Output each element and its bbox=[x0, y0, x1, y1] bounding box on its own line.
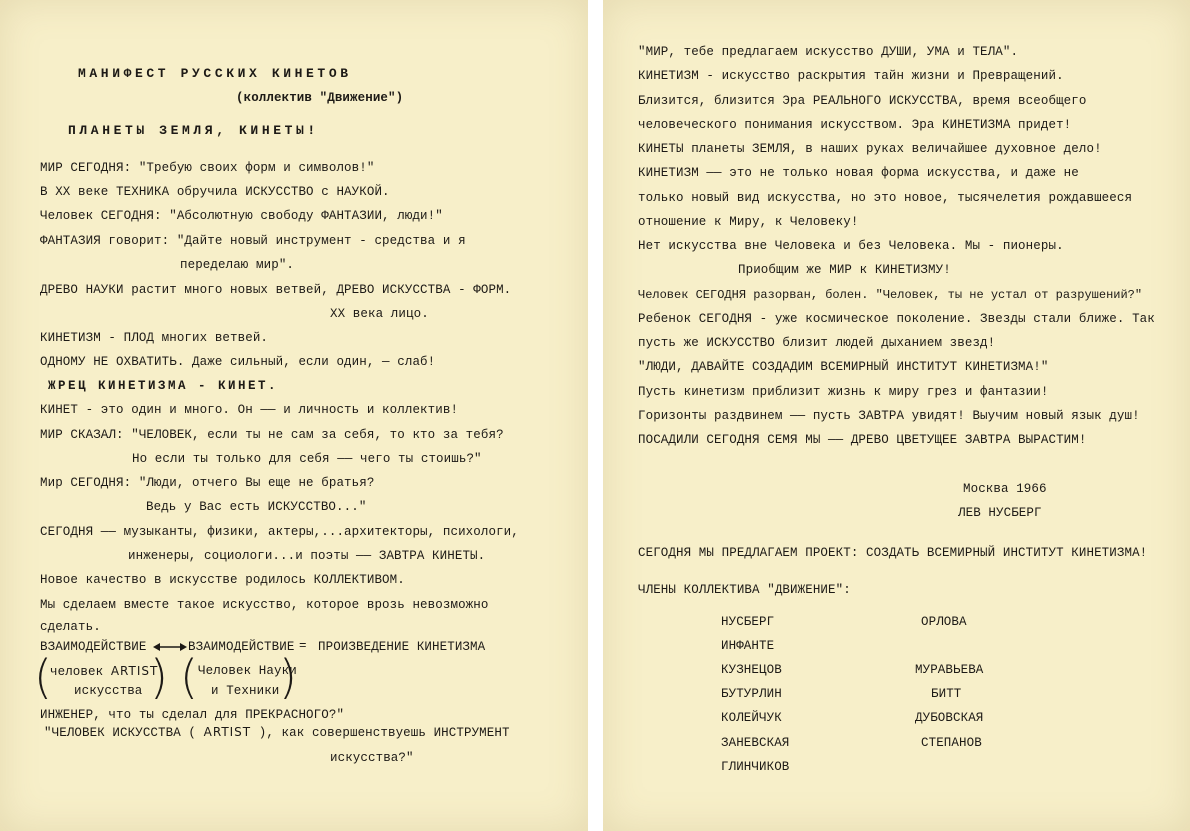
note-artist-prefix: человек bbox=[50, 665, 104, 679]
proposal-line: СЕГОДНЯ МЫ ПРЕДЛАГАЕМ ПРОЕКТ: СОЗДАТЬ ВСЕМИРНЫЙ ИНСТИТУТ КИНЕТИЗМА! bbox=[638, 546, 1148, 560]
page-gutter bbox=[588, 0, 603, 831]
text-line: отношение к Миру, к Человеку! bbox=[638, 215, 859, 229]
member-name: ОРЛОВА bbox=[921, 615, 967, 629]
text-line: КИНЕТИЗМ - искусство раскрытия тайн жизни и Превращений. bbox=[638, 69, 1064, 83]
text-line: ОДНОМУ НЕ ОХВАТИТЬ. Даже сильный, если один, — слаб! bbox=[40, 355, 436, 369]
text-line: МИР СКАЗАЛ: "ЧЕЛОВЕК, если ты не сам за себя, то кто за тебя? bbox=[40, 428, 504, 442]
equation-result: ПРОИЗВЕДЕНИЕ КИНЕТИЗМА bbox=[318, 640, 486, 654]
manifesto-call: ПЛАНЕТЫ ЗЕМЛЯ, КИНЕТЫ! bbox=[68, 123, 319, 138]
text-line: КИНЕТИЗМ - ПЛОД многих ветвей. bbox=[40, 331, 269, 345]
manifesto-page-right bbox=[603, 0, 1190, 831]
author-signature: ЛЕВ НУСБЕРГ bbox=[958, 506, 1042, 520]
closing-part: ), как совершенствуешь ИНСТРУМЕНТ bbox=[258, 726, 510, 740]
note-science-line2: и Техники bbox=[211, 684, 280, 698]
member-name: КУЗНЕЦОВ bbox=[721, 663, 782, 677]
note-artist-line1 bbox=[50, 663, 158, 680]
text-line: Мир СЕГОДНЯ: "Люди, отчего Вы еще не братья? bbox=[40, 476, 375, 490]
member-name: ДУБОВСКАЯ bbox=[915, 711, 984, 725]
text-line: Новое качество в искусстве родилось КОЛЛЕКТИВОМ. bbox=[40, 573, 405, 587]
member-name: БУТУРЛИН bbox=[721, 687, 782, 701]
text-line: Мы сделаем вместе такое искусство, которое врозь невозможно bbox=[40, 598, 489, 612]
closing-artist-handwritten: ARTIST bbox=[203, 725, 252, 739]
member-name: КОЛЕЙЧУК bbox=[721, 711, 782, 725]
text-line: человеческого понимания искусством. Эра КИНЕТИЗМА придет! bbox=[638, 118, 1072, 132]
text-line: Ведь у Вас есть ИСКУССТВО..." bbox=[146, 500, 367, 514]
member-name: СТЕПАНОВ bbox=[921, 736, 982, 750]
text-line: "МИР, тебе предлагаем искусство ДУШИ, УМА и ТЕЛА". bbox=[638, 45, 1019, 59]
left-paren-icon: ( bbox=[180, 650, 198, 704]
text-line: Близится, близится Эра РЕАЛЬНОГО ИСКУССТВА, время всеобщего bbox=[638, 94, 1087, 108]
text-line: ФАНТАЗИЯ говорит: "Дайте новый инструмент - средства и я bbox=[40, 234, 466, 248]
equals-sign: = bbox=[299, 639, 307, 653]
note-artist-line2: искусства bbox=[74, 684, 143, 698]
text-line: В XX веке ТЕХНИКА обручила ИСКУССТВО с НАУКОЙ. bbox=[40, 185, 390, 199]
right-paren-icon: ) bbox=[150, 650, 168, 704]
text-line: сделать. bbox=[40, 620, 101, 634]
text-line: МИР СЕГОДНЯ: "Требую своих форм и символов!" bbox=[40, 161, 375, 175]
text-line: Горизонты раздвинем —— пусть ЗАВТРА увидят! Выучим новый язык душ! bbox=[638, 409, 1140, 423]
text-line: Нет искусства вне Человека и без Человека. Мы - пионеры. bbox=[638, 239, 1064, 253]
text-line: КИНЕТИЗМ —— это не только новая форма искусства, и даже не bbox=[638, 166, 1079, 180]
manifesto-page-left bbox=[0, 0, 588, 831]
text-line: ЖРЕЦ КИНЕТИЗМА - КИНЕТ. bbox=[48, 379, 279, 393]
note-artist-handwritten: ARTIST bbox=[110, 664, 159, 678]
members-header: ЧЛЕНЫ КОЛЛЕКТИВА "ДВИЖЕНИЕ": bbox=[638, 583, 851, 597]
text-line: пусть же ИСКУССТВО близит людей дыханием звезд! bbox=[638, 336, 996, 350]
left-paren-icon: ( bbox=[34, 650, 52, 704]
member-name: МУРАВЬЕВА bbox=[915, 663, 984, 677]
text-line: инженеры, социологи...и поэты —— ЗАВТРА КИНЕТЫ. bbox=[128, 549, 486, 563]
text-line: XX века лицо. bbox=[330, 307, 429, 321]
manifesto-title: МАНИФЕСТ РУССКИХ КИНЕТОВ bbox=[78, 66, 352, 81]
equation-term-middle: ВЗАИМОДЕЙСТВИЕ bbox=[188, 640, 295, 654]
text-line: ДРЕВО НАУКИ растит много новых ветвей, ДРЕВО ИСКУССТВА - ФОРМ. bbox=[40, 283, 512, 297]
text-line: ПОСАДИЛИ СЕГОДНЯ СЕМЯ МЫ —— ДРЕВО ЦВЕТУЩЕЕ ЗАВТРА ВЫРАСТИМ! bbox=[638, 433, 1087, 447]
right-paren-icon: ) bbox=[279, 650, 297, 704]
text-line: КИНЕТ - это один и много. Он —— и личность и коллектив! bbox=[40, 403, 459, 417]
text-line: ИНЖЕНЕР, что ты сделал для ПРЕКРАСНОГО?" bbox=[40, 708, 345, 722]
member-name: НУСБЕРГ bbox=[721, 615, 775, 629]
manifesto-subtitle: (коллектив "Движение") bbox=[236, 91, 404, 105]
text-line: искусства?" bbox=[330, 751, 414, 765]
member-name: ЗАНЕВСКАЯ bbox=[721, 736, 790, 750]
text-line: Человек СЕГОДНЯ разорван, болен. "Человек, ты не устал от разрушений?" bbox=[638, 288, 1143, 302]
text-line: "ЛЮДИ, ДАВАЙТЕ СОЗДАДИМ ВСЕМИРНЫЙ ИНСТИТУТ КИНЕТИЗМА!" bbox=[638, 360, 1049, 374]
text-line: Пусть кинетизм приблизит жизнь к миру грез и фантазии! bbox=[638, 385, 1049, 399]
text-line: Ребенок СЕГОДНЯ - уже космическое поколение. Звезды стали ближе. Так bbox=[638, 312, 1155, 326]
text-line: переделаю мир". bbox=[180, 258, 295, 272]
text-line: СЕГОДНЯ —— музыканты, физики, актеры,...архитекторы, психологи, bbox=[40, 525, 519, 539]
member-name: ГЛИНЧИКОВ bbox=[721, 760, 790, 774]
text-line: КИНЕТЫ планеты ЗЕМЛЯ, в наших руках величайшее духовное дело! bbox=[638, 142, 1102, 156]
text-line: Приобщим же МИР к КИНЕТИЗМУ! bbox=[738, 263, 951, 277]
closing-part: "ЧЕЛОВЕК ИСКУССТВА ( bbox=[44, 726, 197, 740]
text-line: Но если ты только для себя —— чего ты стоишь?" bbox=[132, 452, 482, 466]
member-name: БИТТ bbox=[931, 687, 962, 701]
text-line bbox=[44, 724, 510, 741]
member-name: ИНФАНТЕ bbox=[721, 639, 775, 653]
text-line: только новый вид искусства, но это новое, тысячелетия рождавшееся bbox=[638, 191, 1133, 205]
note-science-line1: Человек Науки bbox=[198, 664, 297, 678]
text-line: Человек СЕГОДНЯ: "Абсолютную свободу ФАНТАЗИИ, люди!" bbox=[40, 209, 443, 223]
place-date: Москва 1966 bbox=[963, 482, 1047, 496]
equation-term-left: ВЗАИМОДЕЙСТВИЕ bbox=[40, 640, 147, 654]
